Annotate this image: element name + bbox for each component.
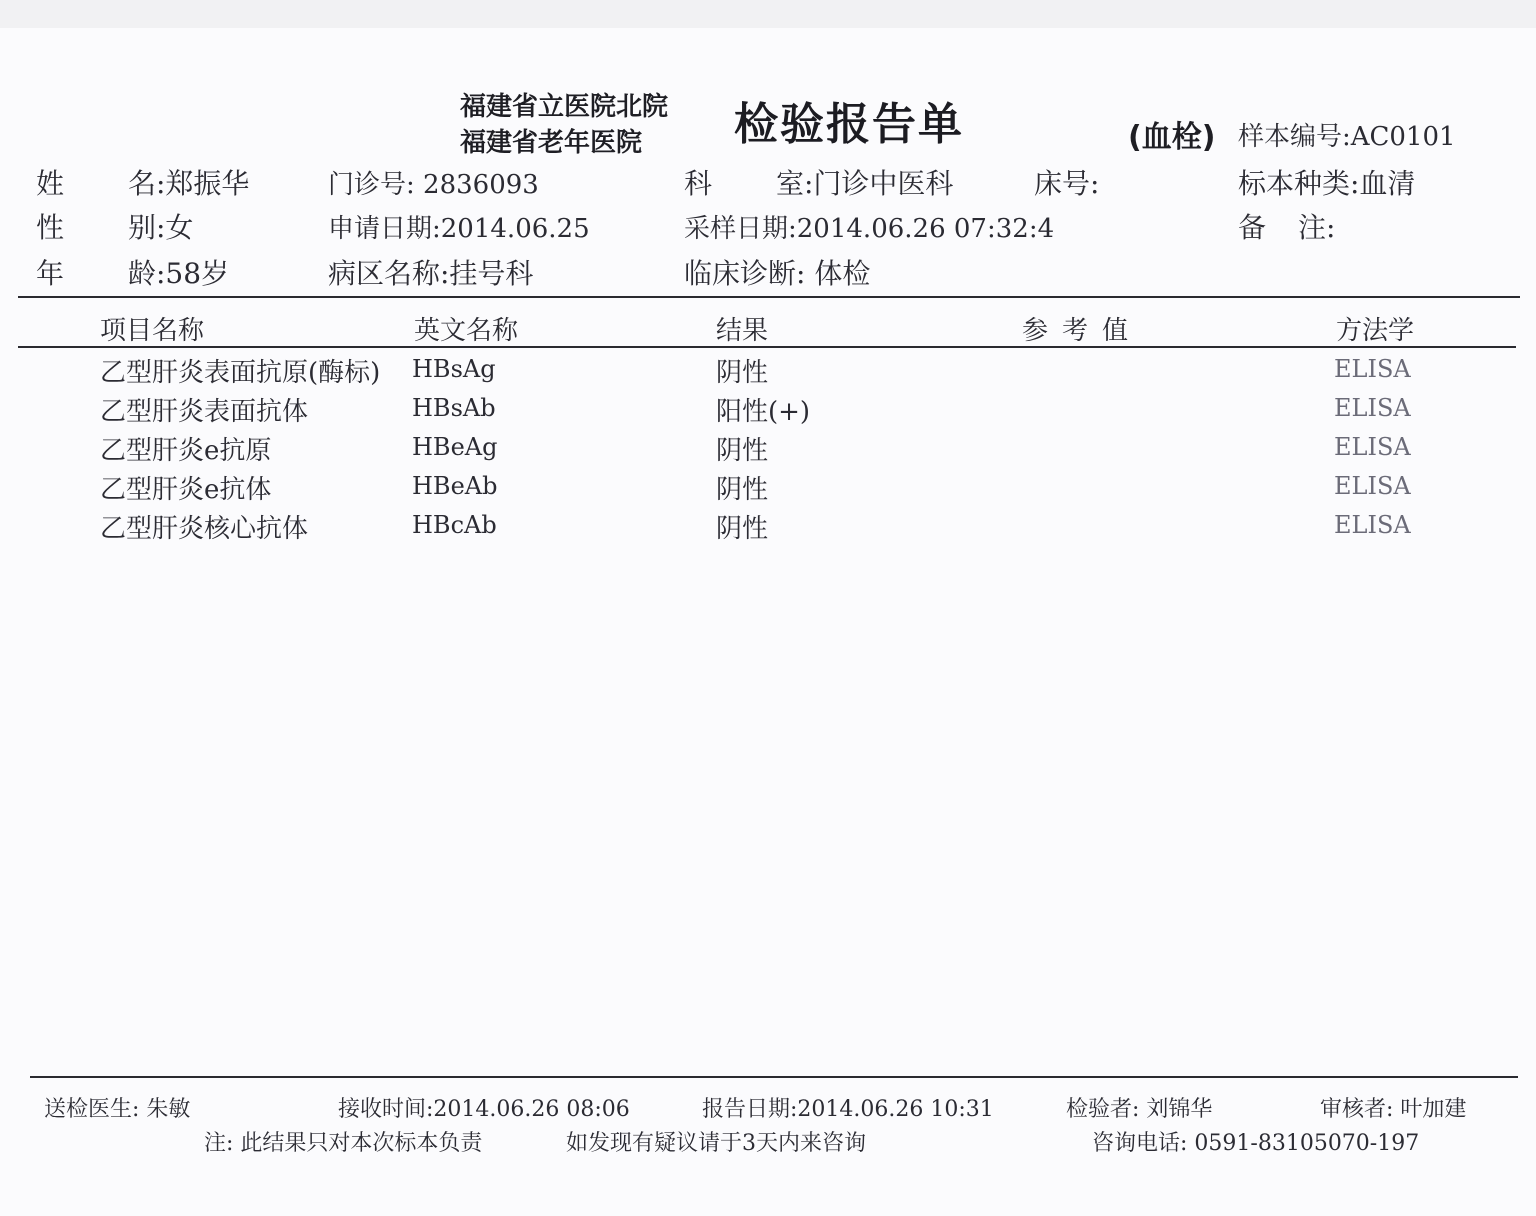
hospital-name-line2: 福建省老年医院 — [460, 128, 643, 158]
sex-label-1: 性 — [36, 211, 65, 244]
report-title: 检验报告单 — [734, 99, 964, 150]
row-method: ELISA — [1334, 355, 1411, 383]
apply-date: 申请日期:2014.06.25 — [328, 214, 590, 244]
examiner: 检验者: 刘锦华 — [1066, 1097, 1213, 1122]
patient-name: 名:郑振华 — [128, 167, 250, 200]
department-label: 科 — [684, 167, 713, 200]
report-type: (血栓) — [1128, 120, 1216, 155]
clinical-diagnosis: 临床诊断: 体检 — [684, 257, 871, 290]
row-english-name: HBsAg — [412, 355, 496, 383]
footer-note-inquiry: 如发现有疑议请于3天内来咨询 — [566, 1131, 866, 1156]
report-date: 报告日期:2014.06.26 10:31 — [702, 1097, 994, 1122]
row-item-name: 乙型肝炎核心抗体 — [100, 514, 309, 544]
bed-number: 床号: — [1034, 167, 1100, 200]
footer-rule — [30, 1076, 1518, 1078]
row-item-name: 乙型肝炎e抗原 — [100, 436, 272, 466]
ward-name: 病区名称:挂号科 — [328, 257, 534, 290]
patient-age: 龄:58岁 — [128, 257, 230, 290]
outpatient-number: 门诊号: 2836093 — [328, 170, 539, 200]
sample-date: 采样日期:2014.06.26 07:32:4 — [684, 214, 1055, 244]
remark-label-1: 备 — [1238, 211, 1267, 244]
header-result: 结果 — [716, 316, 769, 346]
referring-doctor: 送检医生: 朱敏 — [44, 1097, 191, 1122]
row-english-name: HBcAb — [412, 511, 497, 539]
patient-sex: 别:女 — [128, 211, 194, 244]
row-result: 阴性 — [716, 514, 769, 544]
footer-note: 注: 此结果只对本次标本负责 — [204, 1131, 483, 1156]
row-english-name: HBeAb — [412, 472, 498, 500]
row-english-name: HBsAb — [412, 394, 496, 422]
row-result: 阴性 — [716, 358, 769, 388]
row-item-name: 乙型肝炎e抗体 — [100, 475, 272, 505]
row-method: ELISA — [1334, 394, 1411, 422]
receive-time: 接收时间:2014.06.26 08:06 — [338, 1097, 630, 1122]
department: 室:门诊中医科 — [776, 167, 954, 200]
row-method: ELISA — [1334, 472, 1411, 500]
header-method: 方法学 — [1336, 316, 1415, 346]
remark: 注: — [1298, 211, 1336, 244]
hospital-name-line1: 福建省立医院北院 — [460, 92, 669, 122]
specimen-type: 标本种类:血清 — [1238, 167, 1416, 200]
reviewer: 审核者: 叶加建 — [1320, 1097, 1467, 1122]
header-english-name: 英文名称 — [414, 316, 519, 346]
name-label-1: 姓 — [36, 167, 65, 200]
consult-phone: 咨询电话: 0591-83105070-197 — [1092, 1131, 1420, 1156]
row-result: 阳性(+) — [716, 397, 811, 427]
row-item-name: 乙型肝炎表面抗体 — [100, 397, 309, 427]
row-english-name: HBeAg — [412, 433, 498, 461]
age-label-1: 年 — [36, 257, 65, 290]
row-method: ELISA — [1334, 433, 1411, 461]
row-result: 阴性 — [716, 436, 769, 466]
table-top-rule — [18, 296, 1520, 298]
row-result: 阴性 — [716, 475, 769, 505]
header-item-name: 项目名称 — [100, 316, 205, 346]
header-reference: 参考值 — [1022, 316, 1143, 346]
row-method: ELISA — [1334, 511, 1411, 539]
sample-number: 样本编号:AC0101 — [1238, 122, 1456, 152]
row-item-name: 乙型肝炎表面抗原(酶标) — [100, 358, 381, 388]
